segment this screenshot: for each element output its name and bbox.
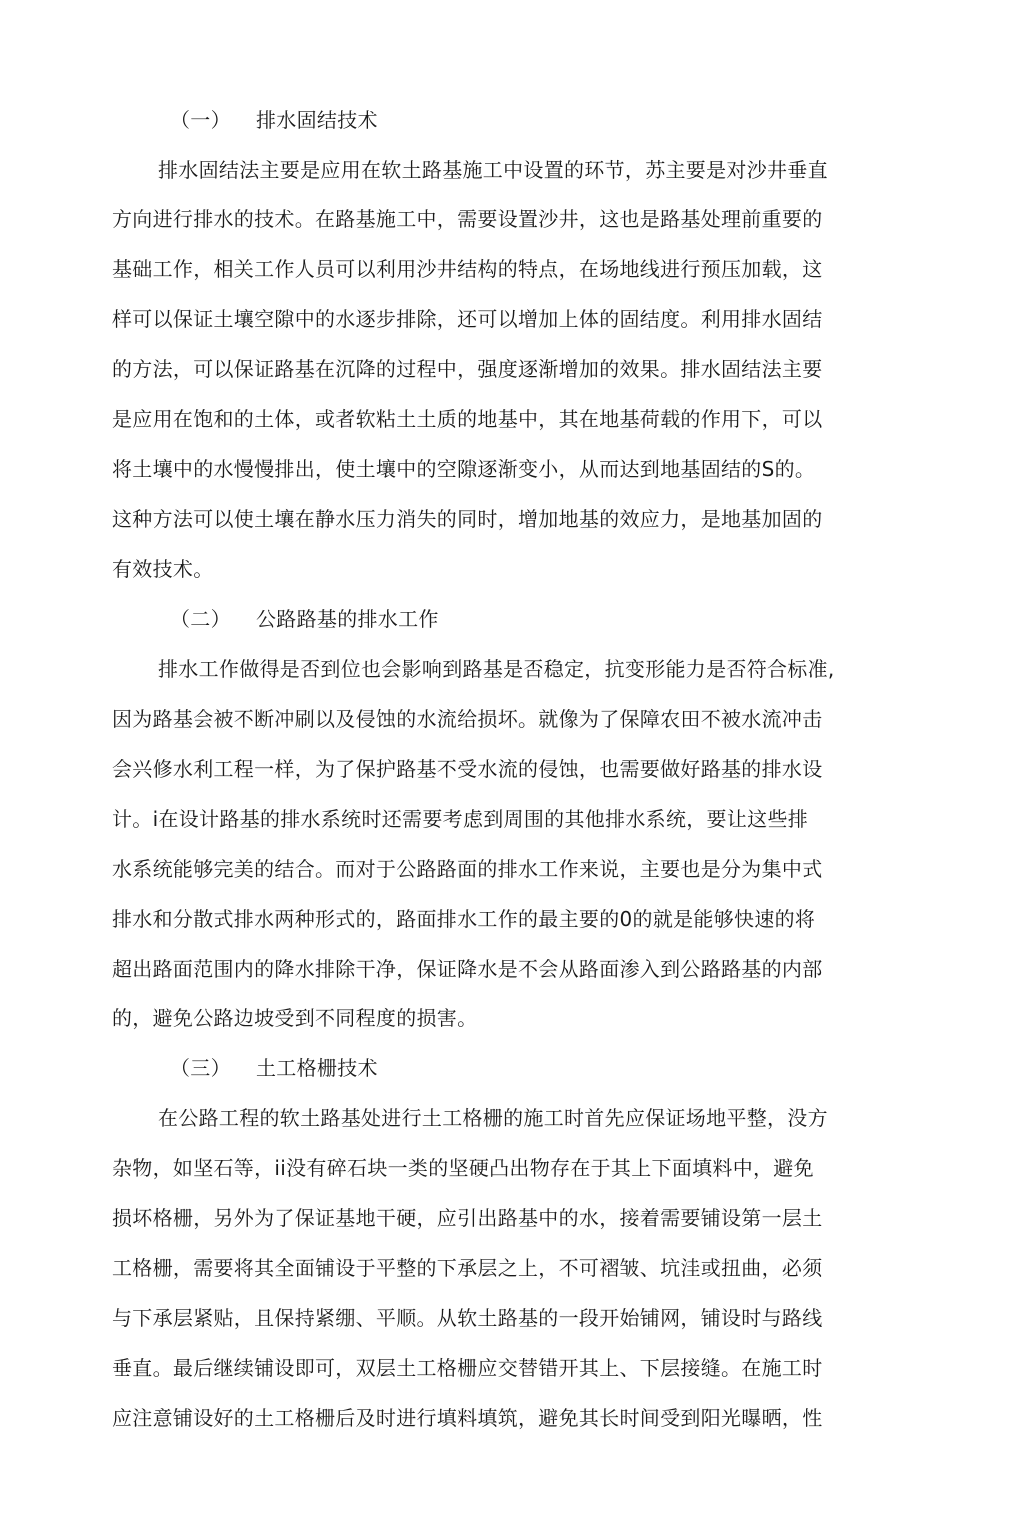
section-heading-number: （三） bbox=[170, 1056, 231, 1080]
paragraph-line: 水系统能够完美的结合。而对于公路路面的排水工作来说，主要也是分为集中式 bbox=[112, 857, 823, 881]
paragraph-line: 方向进行排水的技术。在路基施工中，需要设置沙井，这也是路基处理前重要的 bbox=[112, 207, 823, 231]
paragraph-line: 杂物，如坚石等，ii没有碎石块一类的坚硬凸出物存在于其上下面填料中，避免 bbox=[112, 1156, 814, 1180]
paragraph-line: 与下承层紧贴，且保持紧绷、平顺。从软土路基的一段开始铺网，铺设时与路线 bbox=[112, 1306, 823, 1330]
paragraph-line: 计。i在设计路基的排水系统时还需要考虑到周围的其他排水系统，要让这些排 bbox=[112, 807, 809, 831]
paragraph-line: 因为路基会被不断冲刷以及侵蚀的水流给损坏。就像为了保障农田不被水流冲击 bbox=[112, 707, 823, 731]
paragraph-line: 这种方法可以使土壤在静水压力消失的同时，增加地基的效应力，是地基加固的 bbox=[112, 507, 823, 531]
paragraph-line: 样可以保证土壤空隙中的水逐步排除，还可以增加上体的固结度。利用排水固结 bbox=[112, 307, 823, 331]
paragraph-line: 排水工作做得是否到位也会影响到路基是否稳定，抗变形能力是否符合标准, bbox=[158, 657, 835, 681]
paragraph-line: 超出路面范围内的降水排除干净，保证降水是不会从路面渗入到公路路基的内部 bbox=[112, 957, 823, 981]
section-heading-text: 土工格栅技术 bbox=[256, 1056, 378, 1080]
paragraph-line: 是应用在饱和的土体，或者软粘土土质的地基中，其在地基荷载的作用下，可以 bbox=[112, 407, 823, 431]
section-heading bbox=[0, 606, 1024, 632]
section-heading bbox=[0, 1055, 1024, 1081]
section-heading bbox=[0, 107, 1024, 133]
paragraph-line: 有效技术。 bbox=[112, 557, 214, 581]
section-heading-text: 公路路基的排水工作 bbox=[256, 607, 439, 631]
section-heading-number: （二） bbox=[170, 607, 231, 631]
section-heading-number: （一） bbox=[170, 108, 231, 132]
paragraph-line: 会兴修水利工程一样，为了保护路基不受水流的侵蚀，也需要做好路基的排水设 bbox=[112, 757, 823, 781]
paragraph-line: 的方法，可以保证路基在沉降的过程中，强度逐渐增加的效果。排水固结法主要 bbox=[112, 357, 823, 381]
paragraph-line: 将土壤中的水慢慢排出，使土壤中的空隙逐渐变小，从而达到地基固结的S的。 bbox=[112, 457, 816, 481]
paragraph-line: 垂直。最后继续铺设即可，双层土工格栅应交替错开其上、下层接缝。在施工时 bbox=[112, 1356, 823, 1380]
paragraph-line: 损坏格栅，另外为了保证基地干硬，应引出路基中的水，接着需要铺设第一层土 bbox=[112, 1206, 823, 1230]
paragraph-line: 的，避免公路边坡受到不同程度的损害。 bbox=[112, 1006, 478, 1030]
paragraph-line: 基础工作，相关工作人员可以利用沙井结构的特点，在场地线进行预压加载，这 bbox=[112, 257, 823, 281]
paragraph-line: 工格栅，需要将其全面铺设于平整的下承层之上，不可褶皱、坑洼或扭曲，必须 bbox=[112, 1256, 823, 1280]
paragraph-line: 排水和分散式排水两种形式的，路面排水工作的最主要的0的就是能够快速的将 bbox=[112, 907, 816, 931]
paragraph-line: 应注意铺设好的土工格栅后及时进行填料填筑，避免其长时间受到阳光曝晒，性 bbox=[112, 1406, 823, 1430]
paragraph-line: 排水固结法主要是应用在软土路基施工中设置的环节，苏主要是对沙井垂直 bbox=[158, 158, 828, 182]
paragraph-line: 在公路工程的软土路基处进行土工格栅的施工时首先应保证场地平整，没方 bbox=[158, 1106, 828, 1130]
section-heading-text: 排水固结技术 bbox=[256, 108, 378, 132]
